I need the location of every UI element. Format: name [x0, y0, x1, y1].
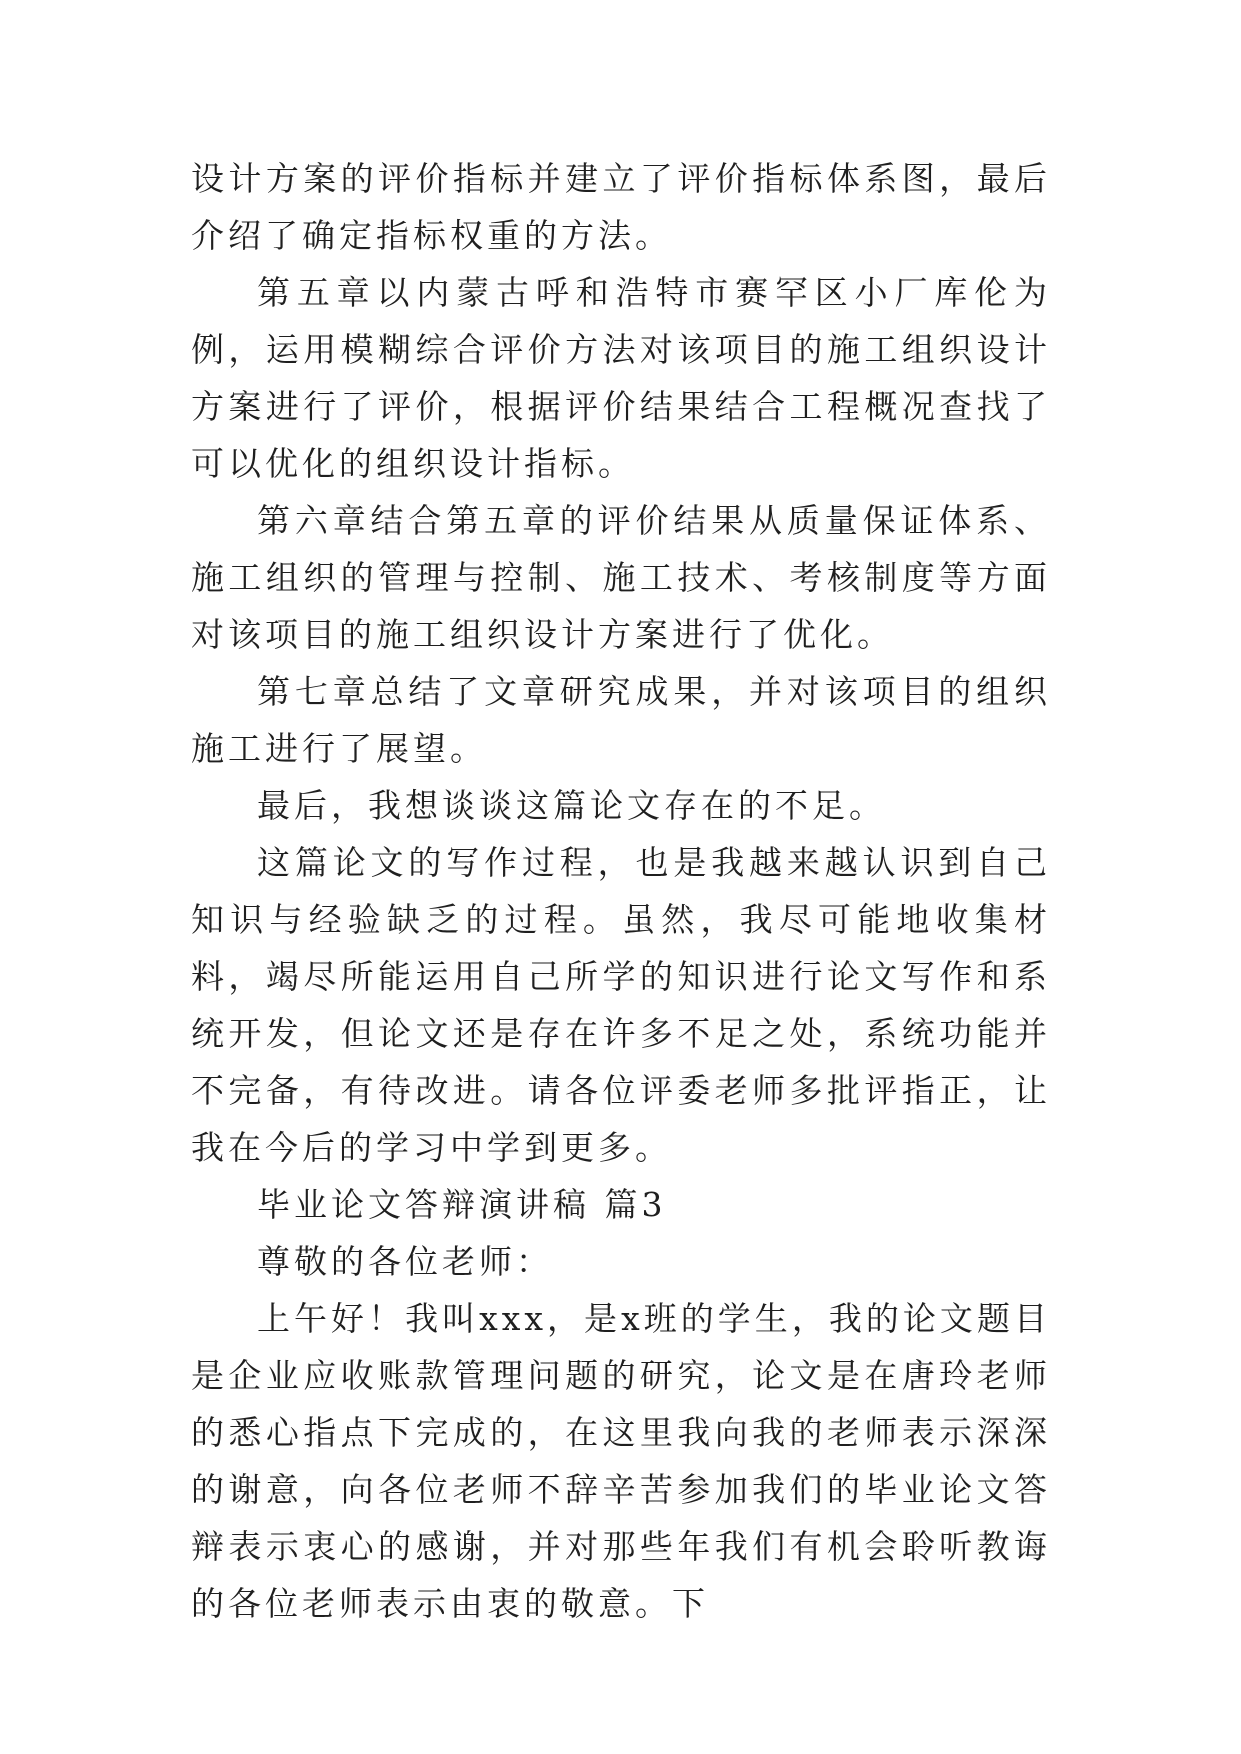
paragraph-shortcomings-intro: 最后，我想谈谈这篇论文存在的不足。	[257, 786, 886, 825]
paragraph-chapter-six: 第六章结合第五章的评价结果从质量保证体系、施工组织的管理与控制、施工技术、考核制度等方面对该项目的施工组织设计方案进行了优化。	[191, 501, 1051, 654]
paragraph-greeting: 上午好！我叫xxx，是x班的学生，我的论文题目是企业应收账款管理问题的研究，论文是在唐玲老师的悉心指点下完成的，在这里我向我的老师表示深深的谢意，向各位老师不辞辛苦参加我们的毕业论文答辩表示衷心的感谢，并对那些年我们有机会聆听教诲的各位老师表示由衷的敬意。下	[191, 1299, 1051, 1623]
salutation: 尊敬的各位老师：	[257, 1242, 553, 1281]
document-body	[191, 150, 1051, 1632]
paragraph-chapter-five: 第五章以内蒙古呼和浩特市赛罕区小厂库伦为例，运用模糊综合评价方法对该项目的施工组织设计方案进行了评价，根据评价结果结合工程概况查找了可以优化的组织设计指标。	[191, 273, 1051, 483]
paragraph-shortcomings: 这篇论文的写作过程，也是我越来越认识到自己知识与经验缺乏的过程。虽然，我尽可能地收集材料，竭尽所能运用自己所学的知识进行论文写作和系统开发，但论文还是存在许多不足之处，系统功能并不完备，有待改进。请各位评委老师多批评指正，让我在今后的学习中学到更多。	[191, 843, 1051, 1167]
paragraph-continuation: 设计方案的评价指标并建立了评价指标体系图，最后介绍了确定指标权重的方法。	[191, 159, 1051, 255]
paragraph-chapter-seven: 第七章总结了文章研究成果，并对该项目的组织施工进行了展望。	[191, 672, 1051, 768]
section-heading: 毕业论文答辩演讲稿 篇3	[257, 1185, 667, 1224]
